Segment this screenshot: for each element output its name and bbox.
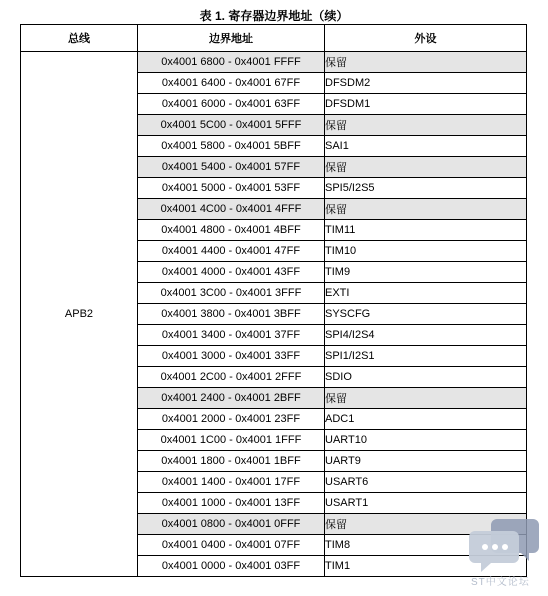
address-cell: 0x4001 1C00 - 0x4001 1FFF bbox=[138, 430, 325, 451]
peripheral-cell: TIM11 bbox=[325, 220, 527, 241]
address-cell: 0x4001 0800 - 0x4001 0FFF bbox=[138, 514, 325, 535]
table-header-row bbox=[21, 25, 527, 52]
register-boundary-table bbox=[20, 24, 527, 577]
address-cell: 0x4001 4800 - 0x4001 4BFF bbox=[138, 220, 325, 241]
peripheral-cell: TIM9 bbox=[325, 262, 527, 283]
peripheral-cell: DFSDM2 bbox=[325, 73, 527, 94]
peripheral-cell: SPI4/I2S4 bbox=[325, 325, 527, 346]
address-cell: 0x4001 0000 - 0x4001 03FF bbox=[138, 556, 325, 577]
table-row bbox=[21, 52, 527, 73]
peripheral-cell: 保留 bbox=[325, 514, 527, 535]
peripheral-cell: 保留 bbox=[325, 115, 527, 136]
address-cell: 0x4001 4000 - 0x4001 43FF bbox=[138, 262, 325, 283]
peripheral-cell: ADC1 bbox=[325, 409, 527, 430]
address-cell: 0x4001 2000 - 0x4001 23FF bbox=[138, 409, 325, 430]
peripheral-cell: TIM1 bbox=[325, 556, 527, 577]
address-cell: 0x4001 5400 - 0x4001 57FF bbox=[138, 157, 325, 178]
address-cell: 0x4001 2C00 - 0x4001 2FFF bbox=[138, 367, 325, 388]
address-cell: 0x4001 1800 - 0x4001 1BFF bbox=[138, 451, 325, 472]
peripheral-cell: EXTI bbox=[325, 283, 527, 304]
header-bus: 总线 bbox=[21, 25, 138, 52]
peripheral-cell: DFSDM1 bbox=[325, 94, 527, 115]
peripheral-cell: 保留 bbox=[325, 199, 527, 220]
address-cell: 0x4001 1400 - 0x4001 17FF bbox=[138, 472, 325, 493]
peripheral-cell: UART9 bbox=[325, 451, 527, 472]
peripheral-cell: USART1 bbox=[325, 493, 527, 514]
forum-watermark bbox=[469, 515, 541, 593]
address-cell: 0x4001 5000 - 0x4001 53FF bbox=[138, 178, 325, 199]
header-peripheral: 外设 bbox=[325, 25, 527, 52]
bus-cell: APB2 bbox=[21, 52, 138, 577]
peripheral-cell: TIM10 bbox=[325, 241, 527, 262]
address-cell: 0x4001 0400 - 0x4001 07FF bbox=[138, 535, 325, 556]
address-cell: 0x4001 1000 - 0x4001 13FF bbox=[138, 493, 325, 514]
peripheral-cell: SYSCFG bbox=[325, 304, 527, 325]
header-address: 边界地址 bbox=[138, 25, 325, 52]
peripheral-cell: 保留 bbox=[325, 157, 527, 178]
peripheral-cell: TIM8 bbox=[325, 535, 527, 556]
address-cell: 0x4001 6400 - 0x4001 67FF bbox=[138, 73, 325, 94]
address-cell: 0x4001 2400 - 0x4001 2BFF bbox=[138, 388, 325, 409]
table-body bbox=[21, 52, 527, 577]
peripheral-cell: SPI1/I2S1 bbox=[325, 346, 527, 367]
address-cell: 0x4001 4C00 - 0x4001 4FFF bbox=[138, 199, 325, 220]
address-cell: 0x4001 4400 - 0x4001 47FF bbox=[138, 241, 325, 262]
address-cell: 0x4001 3800 - 0x4001 3BFF bbox=[138, 304, 325, 325]
peripheral-cell: 保留 bbox=[325, 52, 527, 73]
address-cell: 0x4001 5800 - 0x4001 5BFF bbox=[138, 136, 325, 157]
peripheral-cell: 保留 bbox=[325, 388, 527, 409]
address-cell: 0x4001 3400 - 0x4001 37FF bbox=[138, 325, 325, 346]
address-cell: 0x4001 3000 - 0x4001 33FF bbox=[138, 346, 325, 367]
peripheral-cell: SPI5/I2S5 bbox=[325, 178, 527, 199]
table-caption: 表 1. 寄存器边界地址（续） bbox=[199, 9, 349, 23]
address-cell: 0x4001 3C00 - 0x4001 3FFF bbox=[138, 283, 325, 304]
peripheral-cell: SDIO bbox=[325, 367, 527, 388]
address-cell: 0x4001 5C00 - 0x4001 5FFF bbox=[138, 115, 325, 136]
peripheral-cell: UART10 bbox=[325, 430, 527, 451]
chat-bubble-icon bbox=[469, 515, 541, 575]
address-cell: 0x4001 6000 - 0x4001 63FF bbox=[138, 94, 325, 115]
peripheral-cell: USART6 bbox=[325, 472, 527, 493]
watermark-text: ST中文论坛 bbox=[471, 577, 530, 588]
peripheral-cell: SAI1 bbox=[325, 136, 527, 157]
address-cell: 0x4001 6800 - 0x4001 FFFF bbox=[138, 52, 325, 73]
